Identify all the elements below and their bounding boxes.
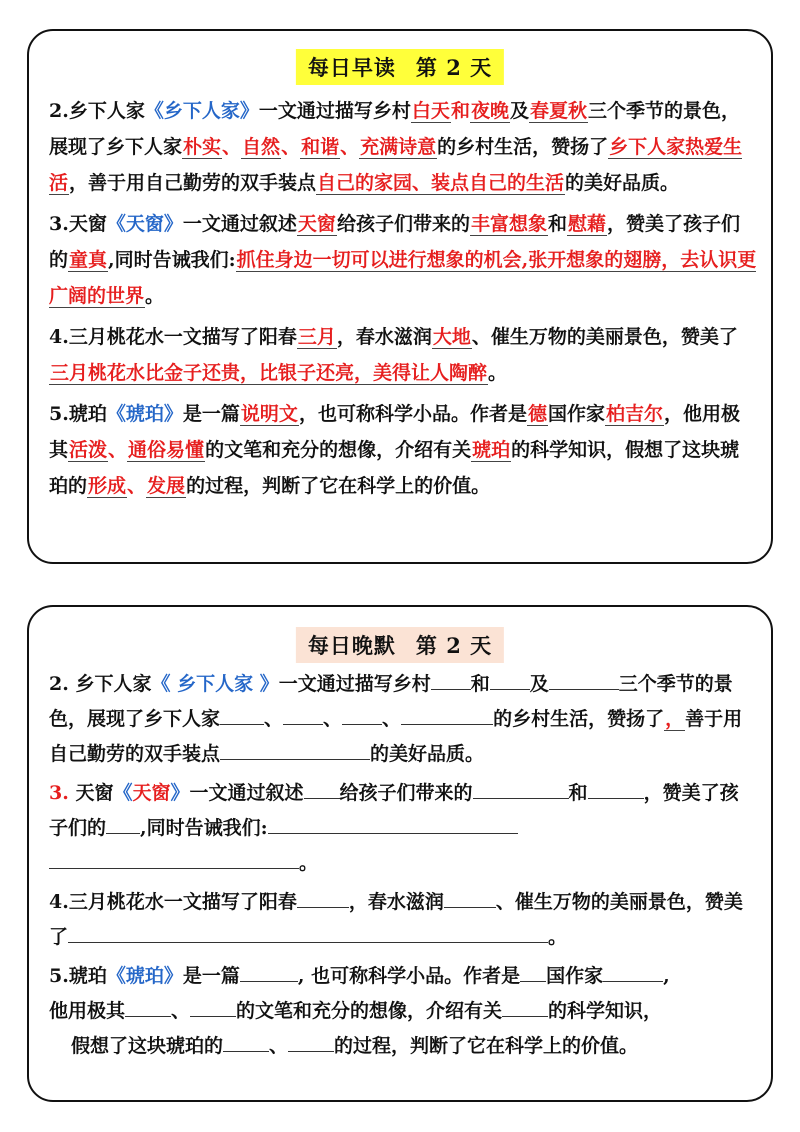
text: 一文通过描写乡村 <box>278 673 431 695</box>
answer: 三月 <box>297 326 336 348</box>
answer-blank[interactable] <box>49 852 299 869</box>
answer: 春夏秋 <box>529 100 587 122</box>
text: ，他用极其 <box>49 403 741 461</box>
answer-blank[interactable] <box>223 1035 269 1052</box>
book-quote-left: 《 <box>106 213 126 235</box>
text: , <box>663 965 670 987</box>
evening-para-4 <box>49 885 757 955</box>
text: 和 <box>450 100 470 122</box>
text: 三月桃花水一文描写了阳春 <box>68 891 297 913</box>
text: 和 <box>470 673 490 695</box>
separator: 、 <box>323 708 343 730</box>
para-num: 3. <box>49 782 76 804</box>
text: 的文笔和充分的想像，介绍有关 <box>236 1000 503 1022</box>
text: 的过程，判断了它在科学上的价值。 <box>186 475 491 497</box>
text: ,同时告诫我们: <box>140 817 268 839</box>
text: 给孩子们带来的 <box>336 213 470 235</box>
answer-blank-mark[interactable]: ， <box>665 708 685 730</box>
text: 和 <box>547 213 567 235</box>
answer: 乡下人家热爱生活 <box>49 136 743 194</box>
answer: 大地 <box>432 326 471 348</box>
lesson-name: 琥珀 <box>68 403 107 425</box>
answer-blank[interactable] <box>502 1000 548 1017</box>
lesson-name: 乡下人家 <box>75 673 152 695</box>
separator: 、 <box>127 475 147 497</box>
lesson-title: 琥珀 <box>125 403 164 425</box>
answer: 天窗 <box>297 213 336 235</box>
answer-blank[interactable] <box>304 782 340 799</box>
separator: 、 <box>340 136 360 158</box>
text: ，春水滋润 <box>348 891 444 913</box>
answer: 和谐 <box>301 136 340 158</box>
answer: 形成 <box>88 475 127 497</box>
book-quote-right: 》 <box>259 673 279 695</box>
answer: 自然 <box>242 136 281 158</box>
answer-blank[interactable] <box>190 1000 236 1017</box>
para-num: 2. <box>49 673 76 695</box>
evening-body <box>49 667 757 1064</box>
text: 的科学知识， <box>548 1000 663 1022</box>
answer: 朴实 <box>183 136 222 158</box>
answer-blank[interactable] <box>431 673 471 690</box>
text: 及 <box>509 100 529 122</box>
answer: 琥珀 <box>472 439 511 461</box>
separator: 、 <box>171 1000 191 1022</box>
separator: 、 <box>269 1035 289 1057</box>
morning-para-2 <box>49 93 757 201</box>
book-quote-right: 》 <box>239 100 259 122</box>
text: 的过程，判断了它在科学上的价值。 <box>334 1035 639 1057</box>
answer: 通俗易懂 <box>128 439 205 461</box>
evening-dictation-card <box>27 605 773 1102</box>
separator: 、 <box>281 136 301 158</box>
answer-blank[interactable] <box>490 673 530 690</box>
text: 的美好品质。 <box>370 743 485 765</box>
text: 和 <box>568 782 588 804</box>
text: 的乡村生活，赞扬了 <box>437 136 609 158</box>
answer-blank[interactable] <box>68 926 548 943</box>
text: 、催生万物的美丽景色，赞美了 <box>49 891 743 948</box>
text: , 也可称科学小品。作者是 <box>297 965 521 987</box>
answer: 三月桃花水比金子还贵，比银子还亮，美得让人陶醉 <box>50 362 488 384</box>
answer: 德 <box>527 403 547 425</box>
answer-blank[interactable] <box>588 782 644 799</box>
evening-para-3 <box>49 776 757 881</box>
text: 。 <box>488 362 508 384</box>
morning-title-text: 每日早读 <box>307 55 396 80</box>
answer: 柏吉尔 <box>605 403 663 425</box>
para-num: 4. <box>49 326 69 348</box>
text: 假想了这块琥珀的 <box>71 1035 224 1057</box>
answer: 发展 <box>147 475 186 497</box>
para-num: 3. <box>49 213 69 235</box>
answer-blank[interactable] <box>268 817 518 834</box>
answer: 丰富想象 <box>470 213 547 235</box>
text: 。 <box>299 852 319 874</box>
answer-blank[interactable] <box>125 1000 171 1017</box>
morning-reading-card <box>27 29 773 564</box>
answer-blank[interactable] <box>106 817 140 834</box>
text: 。 <box>548 926 568 948</box>
para-num: 4. <box>49 891 69 913</box>
text: 、催生万物的美丽景色，赞美了 <box>471 326 738 348</box>
text: ，赞美了孩子们的 <box>49 782 739 839</box>
text: 的科学知识，假想了这块琥珀的 <box>49 439 740 497</box>
book-quote-left: 《 <box>106 403 126 425</box>
answer-blank[interactable] <box>240 965 298 982</box>
text: 是一篇 <box>182 965 240 987</box>
book-quote-left: 《 <box>144 100 164 122</box>
para-num: 2. <box>49 100 69 122</box>
answer-blank[interactable] <box>520 965 546 982</box>
text: 给孩子们带来的 <box>339 782 473 804</box>
answer-blank[interactable] <box>342 708 382 725</box>
text: ，春水滋润 <box>336 326 432 348</box>
book-quote-left: 《 <box>151 673 171 695</box>
text: 的文笔和充分的想像，介绍有关 <box>205 439 472 461</box>
answer: 慰藉 <box>567 213 606 235</box>
separator: 、 <box>382 708 402 730</box>
lesson-title: 乡下人家 <box>163 100 240 122</box>
lesson-title: 乡下人家 <box>170 673 260 695</box>
answer-blank[interactable] <box>297 891 349 908</box>
book-quote-right: 》 <box>163 403 183 425</box>
text: 三个季节的景色，展现了乡下人家 <box>49 673 733 730</box>
answer: 童真 <box>69 249 108 271</box>
morning-title <box>296 49 504 85</box>
answer: 白天 <box>411 100 450 122</box>
text: 善于用自己勤劳的双手装点 <box>49 708 743 765</box>
answer-blank[interactable] <box>283 708 323 725</box>
answer: 活泼 <box>69 439 108 461</box>
text: 一文通过描写乡村 <box>258 100 411 122</box>
evening-title <box>296 627 504 663</box>
text: ，善于用自己勤劳的双手装点 <box>69 172 317 194</box>
para-num: 5. <box>49 403 69 425</box>
lesson-name: 天窗 <box>68 213 107 235</box>
text: 三个季节的景色，展现了乡下人家 <box>49 100 741 158</box>
para-num: 5. <box>49 965 69 987</box>
answer-blank[interactable] <box>220 743 370 760</box>
separator: 、 <box>222 136 242 158</box>
text: 。 <box>145 285 165 307</box>
answer: 自己的家园、装点自己的生活 <box>317 172 565 194</box>
evening-title-text: 每日晚默 <box>307 633 396 658</box>
text: 是一篇 <box>182 403 240 425</box>
morning-para-5 <box>49 396 757 504</box>
answer: 充满诗意 <box>360 136 437 158</box>
answer-blank[interactable] <box>473 782 569 799</box>
text: 的乡村生活，赞扬了 <box>493 708 665 730</box>
answer: 说明文 <box>240 403 298 425</box>
morning-body <box>49 93 757 504</box>
text: 三月桃花水一文描写了阳春 <box>68 326 297 348</box>
book-quote-right: 》 <box>163 965 183 987</box>
text: ，赞美了孩子们的 <box>49 213 741 271</box>
answer-blank[interactable] <box>444 891 496 908</box>
lesson-name: 琥珀 <box>68 965 107 987</box>
book-quote-right: 》 <box>170 782 190 804</box>
text: 一文通过叙述 <box>182 213 297 235</box>
answer: 夜晚 <box>470 100 509 122</box>
text: ，也可称科学小品。作者是 <box>298 403 527 425</box>
book-quote-right: 》 <box>163 213 183 235</box>
lesson-name: 乡下人家 <box>68 100 145 122</box>
answer-blank[interactable] <box>603 965 663 982</box>
separator: 、 <box>108 439 128 461</box>
lesson-title: 天窗 <box>132 782 171 804</box>
morning-para-3 <box>49 206 757 314</box>
text: 他用极其 <box>49 1000 126 1022</box>
separator: 、 <box>264 708 284 730</box>
answer-blank[interactable] <box>549 673 619 690</box>
answer: 抓住身边一切可以进行想象的机会,张开想象的翅膀，去认识更广阔的世界 <box>49 249 757 307</box>
lesson-title: 天窗 <box>125 213 164 235</box>
text: ,同时告诫我们: <box>108 249 236 271</box>
morning-para-4 <box>49 319 757 391</box>
book-quote-left: 《 <box>113 782 133 804</box>
answer-blank[interactable] <box>220 708 264 725</box>
text: 国作家 <box>546 965 604 987</box>
morning-title-day: 第 2 天 <box>415 55 493 80</box>
book-quote-left: 《 <box>106 965 126 987</box>
evening-para-5 <box>49 959 757 1064</box>
text: 及 <box>529 673 549 695</box>
evening-para-2 <box>49 667 757 772</box>
text: 国作家 <box>547 403 605 425</box>
answer-blank[interactable] <box>288 1035 334 1052</box>
lesson-name: 天窗 <box>75 782 114 804</box>
lesson-title: 琥珀 <box>125 965 164 987</box>
text: 一文通过叙述 <box>189 782 304 804</box>
evening-title-day: 第 2 天 <box>415 633 493 658</box>
answer-blank[interactable] <box>401 708 493 725</box>
text: 的美好品质。 <box>565 172 680 194</box>
